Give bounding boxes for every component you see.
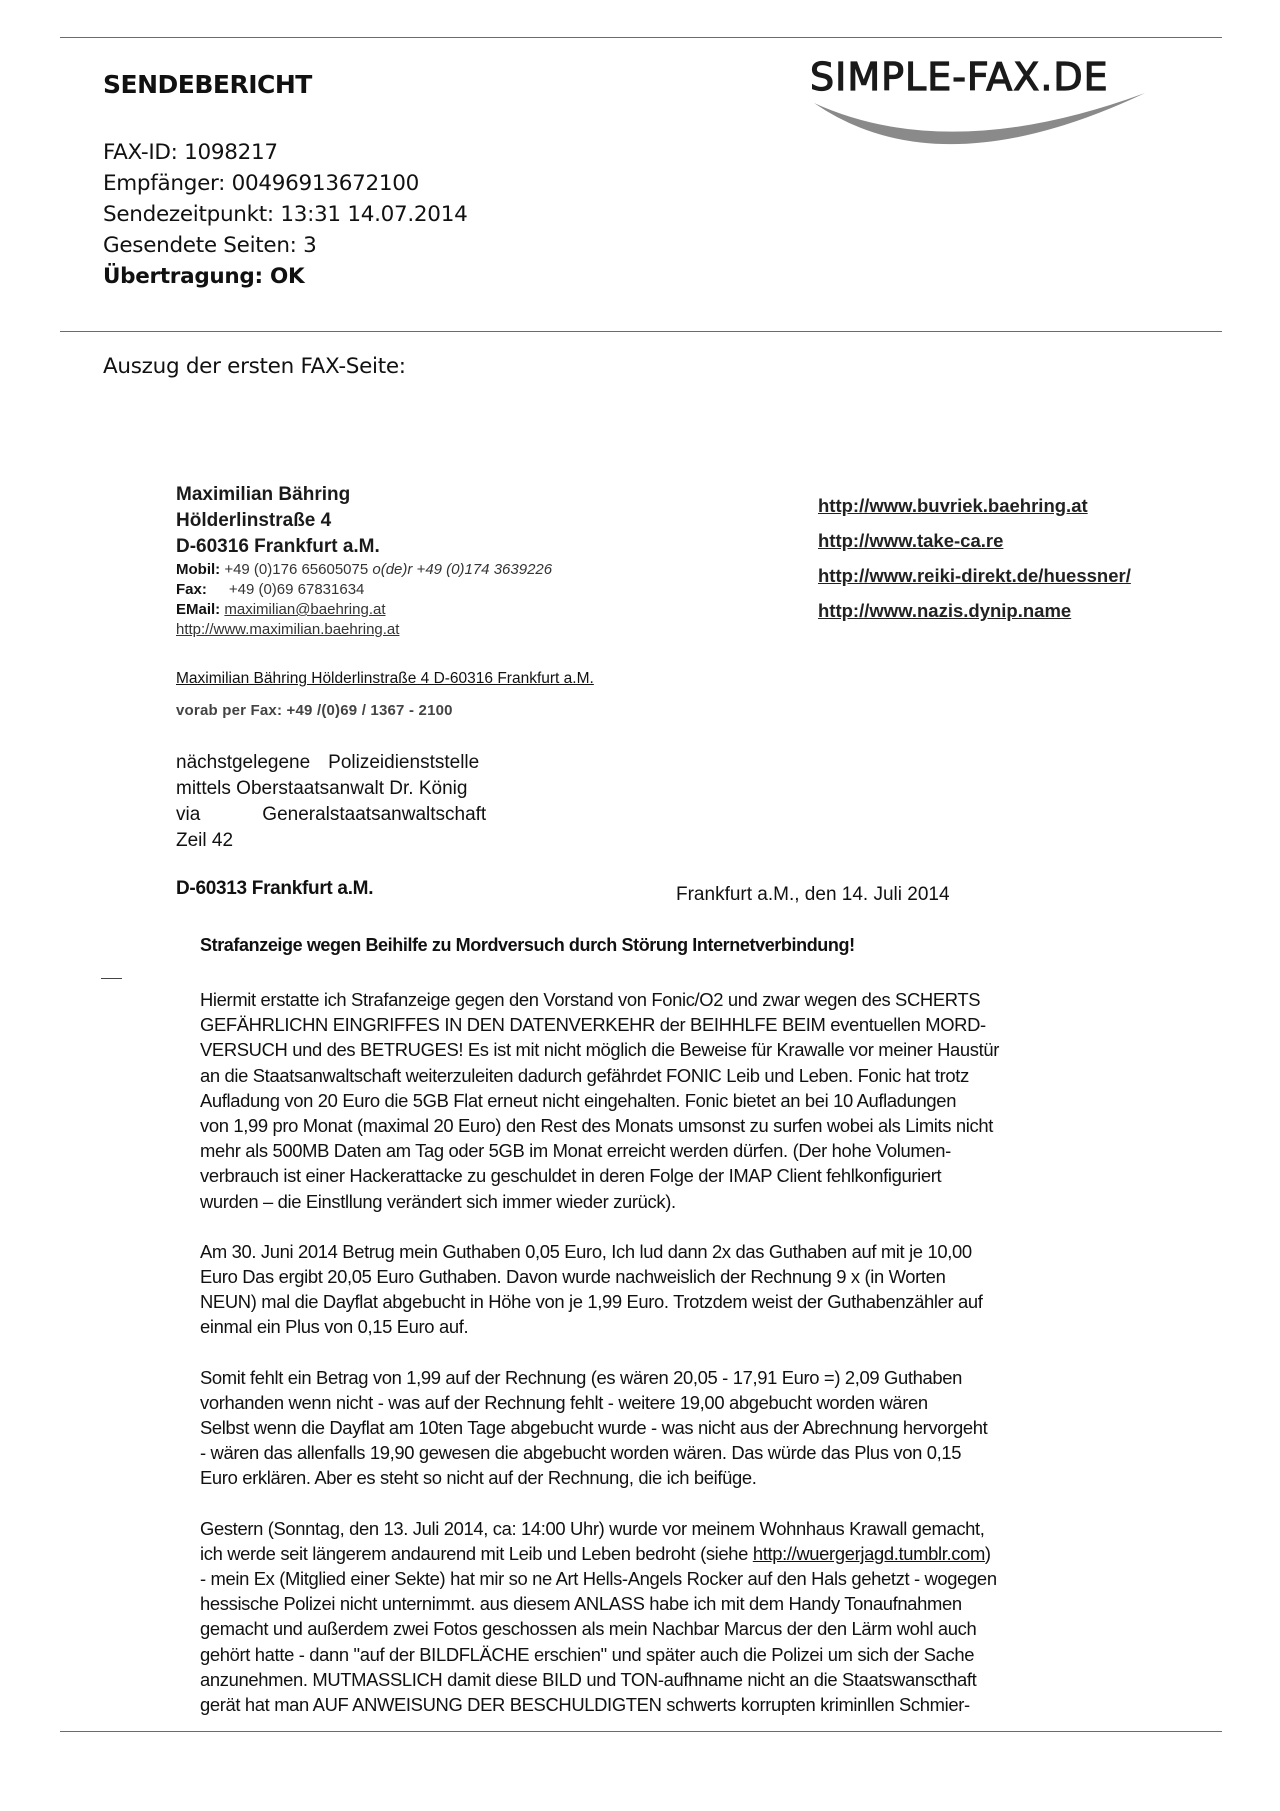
- email-link[interactable]: maximilian@baehring.at: [224, 601, 386, 618]
- transmission-status: Übertragung: OK: [103, 264, 305, 289]
- text-line: verbrauch ist einer Hackerattacke zu geschuldet in deren Folge der IMAP Client fehlkonfiguriert: [200, 1165, 942, 1187]
- sender-city: D-60316 Frankfurt a.M.: [176, 536, 380, 557]
- link-item[interactable]: http://www.nazis.dynip.name: [818, 600, 1072, 621]
- text-line: VERSUCH und des BETRUGES! Es ist mit nicht möglich die Beweise für Krawalle vor meiner Haustür: [200, 1039, 1000, 1061]
- text-fragment: ich werde seit längerem andaurend mit Leib und Leben bedroht (siehe: [200, 1542, 753, 1564]
- text-line: vorhanden wenn nicht - was auf der Rechnung fehlt - weitere 19,00 abgebucht worden wären: [200, 1391, 928, 1413]
- paragraph: [200, 1365, 1160, 1491]
- send-time: Sendezeitpunkt: 13:31 14.07.2014: [103, 202, 468, 227]
- logo-text: SIMPLE-FAX.DE: [810, 55, 1109, 99]
- report-fields: [103, 137, 467, 292]
- text-line: GEFÄHRLICHN EINGRIFFES IN DEN DATENVERKEHR der BEIHHLFE BEIM eventuellen MORD-: [200, 1014, 986, 1036]
- letter-subject: Strafanzeige wegen Beihilfe zu Mordversuch durch Störung Internetverbindung!: [200, 935, 855, 955]
- recipient-city: D-60313 Frankfurt a.M.: [176, 878, 374, 899]
- bottom-divider: [60, 1731, 1222, 1732]
- text-line: gehört hatte - dann "auf der BILDFLÄCHE erschien" und später auch die Polizei um sich der Sache: [200, 1643, 975, 1665]
- recipient-block: [176, 750, 486, 854]
- email-label: EMail:: [176, 601, 221, 618]
- recipient-line-part: via: [176, 804, 201, 825]
- text-line: Euro erklären. Aber es steht so nicht auf der Rechnung, die ich beifüge.: [200, 1467, 757, 1489]
- link-item[interactable]: http://www.reiki-direkt.de/huessner/: [818, 565, 1131, 586]
- text-line: gerät hat man AUF ANWEISUNG DER BESCHULDIGTEN schwerts korrupten kriminllen Schmier-: [200, 1694, 970, 1716]
- letter-body: [200, 987, 1160, 1742]
- recipient-line-part: Polizeidienststelle: [328, 752, 480, 773]
- text-line: Selbst wenn die Dayflat am 10ten Tage abgebucht wurde - was nicht aus der Abrechnung hervorgeht: [200, 1417, 988, 1439]
- fax-label: Fax:: [176, 581, 207, 598]
- text-line: anzunehmen. MUTMASSLICH damit diese BILD und TON-aufhname nicht an die Staatswanscthaft: [200, 1668, 977, 1690]
- sender-fax: [176, 580, 552, 600]
- text-line: gemacht und außerdem zwei Fotos geschossen als mein Nachbar Marcus der den Lärm wohl auch: [200, 1618, 977, 1640]
- middle-divider: [60, 331, 1222, 332]
- fold-mark: [101, 978, 122, 979]
- link-item[interactable]: http://www.take-ca.re: [818, 530, 1004, 551]
- text-line: Euro Das ergibt 20,05 Euro Guthaben. Davon wurde nachweislich der Rechnung 9 x (in Worten: [200, 1266, 946, 1288]
- text-line: NEUN) mal die Dayflat abgebucht in Höhe von je 1,99 Euro. Trotzdem weist der Guthabenzähler auf: [200, 1291, 983, 1313]
- recipient-line-part: Generalstaatsanwaltschaft: [262, 804, 487, 825]
- recipient-line: Zeil 42: [176, 830, 234, 851]
- text-line: einmal ein Plus von 0,15 Euro auf.: [200, 1316, 469, 1338]
- sender-website-link[interactable]: http://www.maximilian.baehring.at: [176, 621, 400, 638]
- tumblr-link[interactable]: http://wuergerjagd.tumblr.com: [752, 1542, 985, 1564]
- text-line: an die Staatsanwaltschaft weiterzuleiten dadurch gefährdet FONIC Leib und Leben. Fonic hat trotz: [200, 1064, 969, 1086]
- text-line: von 1,99 pro Monat (maximal 20 Euro) den Rest des Monats umsonst zu surfen wobei als Limits nicht: [200, 1115, 993, 1137]
- text-line: Hiermit erstatte ich Strafanzeige gegen den Vorstand von Fonic/O2 und zwar wegen des SCHERTS: [200, 989, 981, 1010]
- sender-mobile: [176, 560, 552, 580]
- top-divider: [60, 37, 1222, 38]
- letter-date: Frankfurt a.M., den 14. Juli 2014: [676, 884, 950, 905]
- simple-fax-logo: [800, 55, 1220, 165]
- sender-name: Maximilian Bähring: [176, 484, 351, 505]
- mobile-value: +49 (0)176 65605075: [220, 561, 373, 578]
- fax-value: +49 (0)69 67831634: [228, 581, 365, 598]
- text-fragment: ): [984, 1542, 991, 1564]
- text-line: Am 30. Juni 2014 Betrug mein Guthaben 0,05 Euro, Ich lud dann 2x das Guthaben auf mit je 10,00: [200, 1240, 972, 1262]
- link-item[interactable]: http://www.buvriek.baehring.at: [818, 495, 1088, 516]
- paragraph: [200, 1239, 1160, 1340]
- report-title: SENDEBERICHT: [103, 70, 312, 99]
- text-line: - mein Ex (Mitglied einer Sekte) hat mir so ne Art Hells-Angels Rocker auf den Hals gehetzt - wogegen: [200, 1568, 997, 1590]
- text-line: hessische Polizei nicht unternimmt. aus diesem ANLASS habe ich mit dem Handy Tonaufnahmen: [200, 1593, 962, 1615]
- vorab-fax: vorab per Fax: +49 /(0)69 / 1367 - 2100: [176, 702, 453, 719]
- text-line: mehr als 500MB Daten am Tag oder 5GB im Monat erreicht werden dürfen. (Der hohe Volumen-: [200, 1140, 951, 1162]
- sender-email: [176, 600, 552, 620]
- links-list: [818, 488, 1131, 628]
- recipient-line: [176, 750, 486, 776]
- return-address: Maximilian Bähring Hölderlinstraße 4 D-60316 Frankfurt a.M.: [176, 670, 594, 687]
- pages-sent: Gesendete Seiten: 3: [103, 233, 317, 258]
- sender-block: [176, 482, 552, 640]
- paragraph: [200, 1516, 1160, 1718]
- recipient-line-part: nächstgelegene: [176, 752, 311, 773]
- text-line: Gestern (Sonntag, den 13. Juli 2014, ca: 14:00 Uhr) wurde vor meinem Wohnhaus Krawall gemacht,: [200, 1517, 985, 1539]
- text-line: Somit fehlt ein Betrag von 1,99 auf der Rechnung (es wären 20,05 - 17,91 Euro =) 2,09 Guthaben: [200, 1366, 962, 1388]
- sender-street: Hölderlinstraße 4: [176, 510, 332, 531]
- mobile-label: Mobil:: [176, 561, 221, 578]
- text-line: - wären das allenfalls 19,90 gewesen die abgebucht worden wären. Das würde das Plus von 0,15: [200, 1442, 962, 1464]
- mobile-alt: o(de)r +49 (0)174 3639226: [372, 561, 553, 578]
- text-line: [200, 1541, 1160, 1566]
- text-line: wurden – die Einstllung verändert sich immer wieder zurück).: [200, 1190, 676, 1212]
- text-line: Aufladung von 20 Euro die 5GB Flat erneut nicht eingehalten. Fonic bietet an bei 10 Aufladungen: [200, 1089, 957, 1111]
- fax-id: FAX-ID: 1098217: [103, 140, 278, 165]
- recipient-number: Empfänger: 00496913672100: [103, 171, 419, 196]
- excerpt-label: Auszug der ersten FAX-Seite:: [103, 354, 406, 379]
- paragraph: [200, 987, 1160, 1214]
- recipient-line: [176, 802, 486, 828]
- recipient-line: mittels Oberstaatsanwalt Dr. König: [176, 778, 468, 799]
